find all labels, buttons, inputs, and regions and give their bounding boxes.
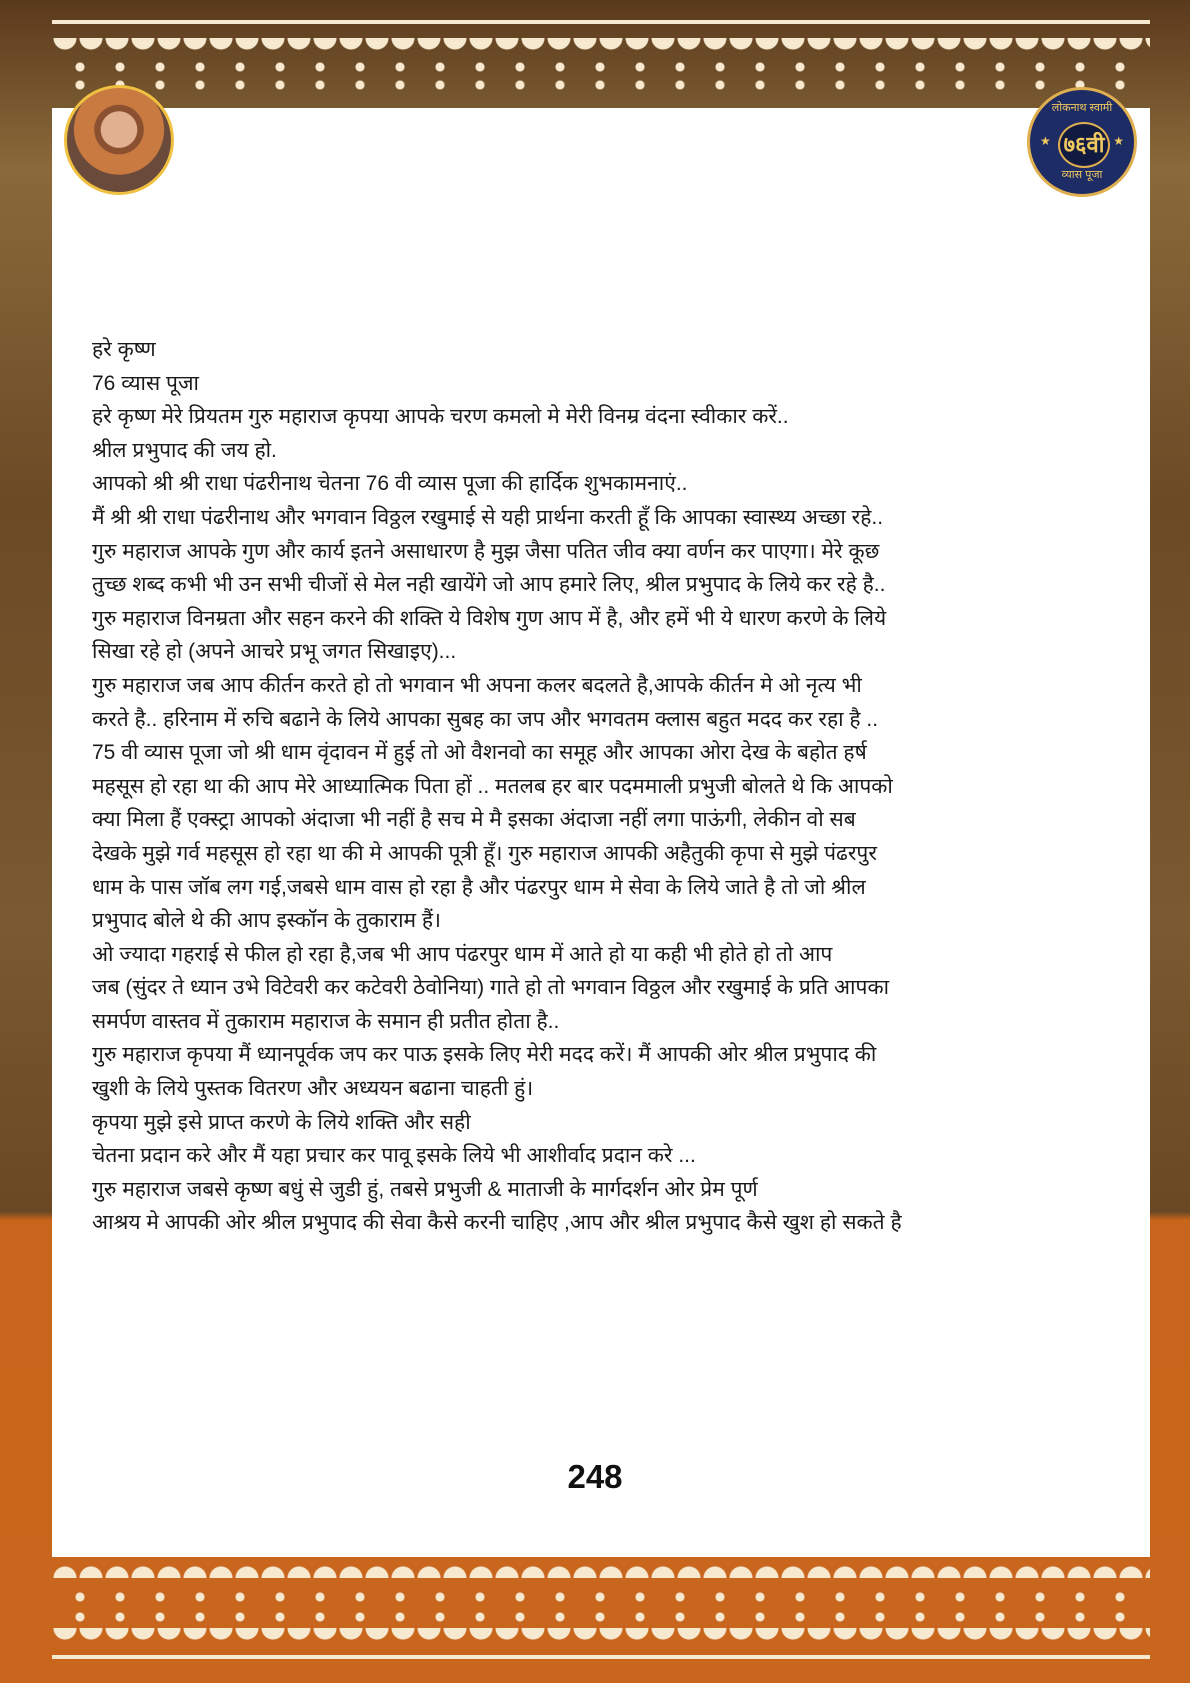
letter-body: [92, 333, 1152, 1240]
bottom-border-line: [52, 1655, 1150, 1659]
text-line: गुरु महाराज जबसे कृष्ण बधुं से जुडी हुं, तबसे प्रभुजी & माताजी के मार्गदर्शन ओर प्रेम पूर्ण: [92, 1177, 758, 1201]
text-line: श्रील प्रभुपाद की जय हो.: [92, 438, 277, 462]
badge-number: ७६वी: [1058, 122, 1110, 168]
text-line: खुशी के लिये पुस्तक वितरण और अध्ययन बढाना चाहती हुं।: [92, 1077, 534, 1101]
text-line: मैं श्री श्री राधा पंढरीनाथ और भगवान विठ्ठल रखुमाई से यही प्रार्थना करती हूँ कि आपका स्वास्थ्य अच्छा रहे..: [92, 505, 884, 529]
top-border-line: [52, 20, 1150, 24]
text-line: गुरु महाराज कृपया मैं ध्यानपूर्वक जप कर पाऊ इसके लिए मेरी मदद करें। मैं आपकी ओर श्रील प्रभुपाद की: [92, 1043, 877, 1067]
bottom-dot-border: [60, 1592, 1150, 1602]
page-number: 248: [567, 1458, 623, 1495]
text-line: महसूस हो रहा था की आप मेरे आध्यात्मिक पिता हों .. मतलब हर बार पदममाली प्रभुजी बोलते थे कि आपको: [92, 774, 893, 798]
guru-portrait-avatar: [64, 85, 174, 195]
text-line: गुरु महाराज आपके गुण और कार्य इतने असाधारण है मुझ जैसा पतित जीव क्या वर्णन कर पाएगा। मेरे कूछ: [92, 539, 880, 563]
text-line: आश्रय मे आपकी ओर श्रील प्रभुपाद की सेवा कैसे करनी चाहिए ,आप और श्रील प्रभुपाद कैसे खुश हो सकते है: [92, 1211, 902, 1235]
text-line: सिखा रहे हो (अपने आचरे प्रभू जगत सिखाइए)...: [92, 640, 457, 664]
top-dot-border: [60, 62, 1150, 72]
text-line: गुरु महाराज विनम्रता और सहन करने की शक्ति ये विशेष गुण आप में है, और हमें भी ये धारण करणे के लिये: [92, 606, 887, 630]
text-line: करते है.. हरिनाम में रुचि बढाने के लिये आपका सुबह का जप और भगवतम क्लास बहुत मदद कर रहा है ..: [92, 707, 879, 731]
text-line: गुरु महाराज जब आप कीर्तन करते हो तो भगवान भी अपना कलर बदलते है,आपके कीर्तन मे ओ नृत्य भी: [92, 673, 862, 697]
text-line: हरे कृष्ण: [92, 338, 156, 361]
text-line: कृपया मुझे इसे प्राप्त करणे के लिये शक्ति और सही: [92, 1110, 471, 1134]
text-line: ओ ज्यादा गहराई से फील हो रहा है,जब भी आप पंढरपुर धाम में आते हो या कही भी होते हो तो आप: [92, 942, 833, 966]
star-icon: ★: [1040, 134, 1051, 148]
bottom-scallop-border: [52, 1560, 1150, 1578]
badge-top-text: लोकनाथ स्वामी: [1051, 102, 1113, 114]
text-line: 76 व्यास पूजा: [92, 371, 199, 395]
text-line: हरे कृष्ण मेरे प्रियतम गुरु महाराज कृपया आपके चरण कमलो मे मेरी विनम्र वंदना स्वीकार करें..: [92, 405, 789, 429]
top-dot-border-2: [60, 80, 1150, 90]
vyasa-puja-76-badge-logo: [1027, 87, 1137, 197]
star-icon: ★: [1113, 134, 1124, 148]
top-scallop-border: [52, 38, 1150, 56]
text-line: क्या मिला हैं एक्स्ट्रा आपको अंदाजा भी नहीं है सच मे मै इसका अंदाजा नहीं लगा पाऊंगी, लेकीन वो सब: [92, 808, 856, 832]
text-line: समर्पण वास्तव में तुकाराम महाराज के समान ही प्रतीत होता है..: [92, 1009, 560, 1033]
text-line: तुच्छ शब्द कभी भी उन सभी चीजों से मेल नही खायेंगे जो आप हमारे लिए, श्रील प्रभुपाद के लिये कर रहे है..: [92, 573, 886, 597]
badge-bottom-text: व्यास पूजा: [1061, 169, 1103, 181]
bottom-dot-border-2: [60, 1612, 1150, 1622]
text-line: 75 वी व्यास पूजा जो श्री धाम वृंदावन में हुई तो ओ वैशनवो का समूह और आपका ओरा देख के बहोत हर्ष: [92, 741, 867, 765]
text-line: आपको श्री श्री राधा पंढरीनाथ चेतना 76 वी व्यास पूजा की हार्दिक शुभकामनाएं..: [92, 472, 688, 496]
bottom-scallop-border-2: [52, 1628, 1150, 1646]
text-line: चेतना प्रदान करे और मैं यहा प्रचार कर पावू इसके लिये भी आशीर्वाद प्रदान करे ...: [92, 1144, 696, 1168]
text-line: धाम के पास जॉब लग गई,जबसे धाम वास हो रहा है और पंढरपुर धाम मे सेवा के लिये जाते है तो जो श्रील: [92, 875, 866, 899]
text-line: देखके मुझे गर्व महसूस हो रहा था की मे आपकी पूत्री हूँ। गुरु महाराज आपकी अहैतुकी कृपा से मुझे पंढरपुर: [92, 841, 877, 865]
text-line: प्रभुपाद बोले थे की आप इस्कॉन के तुकाराम हैं।: [92, 909, 442, 933]
text-line: जब (सुंदर ते ध्यान उभे विटेवरी कर कटेवरी ठेवोनिया) गाते हो तो भगवान विठ्ठल और रखुमाई के प्रति आपका: [92, 976, 890, 1000]
